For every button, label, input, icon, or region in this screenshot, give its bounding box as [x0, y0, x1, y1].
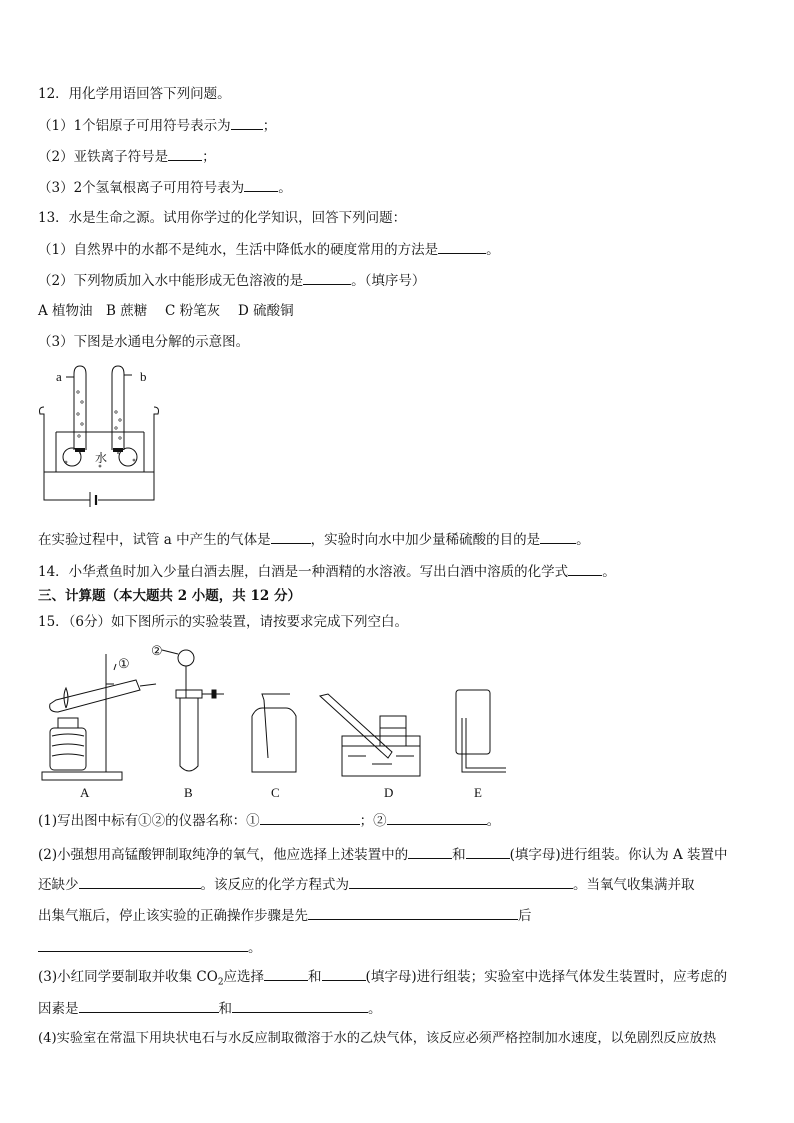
- answer-blank[interactable]: [387, 810, 487, 825]
- answer-blank[interactable]: [303, 270, 351, 285]
- q13-part2: （2）下列物质加入水中能形成无色溶液的是 。（填序号）: [38, 270, 425, 291]
- apparatus-label-a: A: [80, 785, 90, 800]
- section3-title: 三、计算题（本大题共 2 小题，共 12 分）: [38, 588, 301, 604]
- q13-title: 13．水是生命之源。试用你学过的化学知识，回答下列问题：: [38, 210, 407, 226]
- answer-blank[interactable]: [244, 177, 278, 192]
- tube-b-label: b: [140, 369, 147, 384]
- answer-blank[interactable]: [79, 998, 219, 1013]
- q15-part1: (1)写出图中标有①②的仪器名称：① ；② 。: [38, 810, 500, 831]
- q14-text: 14．小华煮鱼时加入少量白酒去腥，白酒是一种酒精的水溶液。写出白酒中溶质的化学式 。: [38, 561, 616, 582]
- apparatus-label-b: B: [184, 785, 193, 800]
- answer-blank[interactable]: [349, 874, 573, 889]
- answer-blank[interactable]: [322, 966, 366, 981]
- apparatus-label-c: C: [271, 785, 280, 800]
- answer-blank[interactable]: [271, 529, 311, 544]
- apparatus-a: [42, 654, 156, 780]
- apparatus-label-d: D: [384, 785, 394, 800]
- apparatus-e: [456, 690, 506, 772]
- tube-b: [112, 366, 124, 450]
- q12-title: 12．用化学用语回答下列问题。: [38, 86, 231, 102]
- q15-part2-line4: 。: [38, 937, 262, 958]
- q15-title: 15．（6分）如下图所示的实验装置，请按要求完成下列空白。: [38, 614, 409, 630]
- apparatus-label-e: E: [474, 785, 482, 800]
- apparatus-diagram: [36, 640, 516, 785]
- tube-a-label: a: [56, 369, 62, 384]
- q15-part3-line2: 因素是 和 。: [38, 998, 382, 1019]
- answer-blank[interactable]: [568, 561, 602, 576]
- marker-2: ②: [151, 643, 163, 658]
- q12-part1: （1）1个铝原子可用符号表示为 ；: [38, 115, 276, 136]
- q13-part3: （3）下图是水通电分解的示意图。: [38, 334, 250, 350]
- q13-followup: 在实验过程中，试管 a 中产生的气体是 ，实验时向水中加少量稀硫酸的目的是 。: [38, 529, 590, 550]
- apparatus-b: [176, 650, 224, 771]
- q15-part4: (4)实验室在常温下用块状电石与水反应制取微溶于水的乙炔气体，该反应必须严格控制加水速度，以免剧烈反应放热: [38, 1031, 717, 1046]
- apparatus-d: [320, 694, 420, 776]
- answer-blank[interactable]: [232, 998, 368, 1013]
- apparatus-c: [252, 694, 296, 772]
- answer-blank[interactable]: [38, 937, 248, 952]
- q12-part3: （3）2个氢氧根离子可用符号表为 。: [38, 177, 292, 198]
- q15-part2-line1: (2)小强想用高锰酸钾制取纯净的氧气，他应选择上述装置中的 和 (填字母)进行组装。你认为 A 装置中: [38, 844, 728, 865]
- answer-blank[interactable]: [231, 115, 263, 130]
- q15-part2-line2: 还缺少 。该反应的化学方程式为 。当氧气收集满并取: [38, 874, 695, 895]
- answer-blank[interactable]: [466, 844, 510, 859]
- tube-a: [74, 366, 86, 450]
- answer-blank[interactable]: [408, 844, 452, 859]
- answer-blank[interactable]: [168, 146, 202, 161]
- q15-part3-line1: (3)小红同学要制取并收集 $CO_2$应选择 和 (填字母)进行组装；实验室中选择气体发生装置时，应考虑的: [38, 966, 727, 993]
- answer-blank[interactable]: [260, 810, 360, 825]
- marker-1: ①: [118, 656, 130, 671]
- answer-blank[interactable]: [264, 966, 308, 981]
- water-label: 水: [95, 451, 108, 465]
- answer-blank[interactable]: [308, 905, 518, 920]
- q15-part2-line3: 出集气瓶后，停止该实验的正确操作步骤是先 后: [38, 905, 532, 926]
- answer-blank[interactable]: [540, 529, 576, 544]
- q12-part2: （2）亚铁离子符号是 ；: [38, 146, 216, 167]
- q13-options: A 植物油 B 蔗糖 C 粉笔灰 D 硫酸铜: [38, 303, 294, 319]
- q13-part1: （1）自然界中的水都不是纯水，生活中降低水的硬度常用的方法是 。: [38, 239, 500, 260]
- answer-blank[interactable]: [79, 874, 201, 889]
- answer-blank[interactable]: [438, 239, 486, 254]
